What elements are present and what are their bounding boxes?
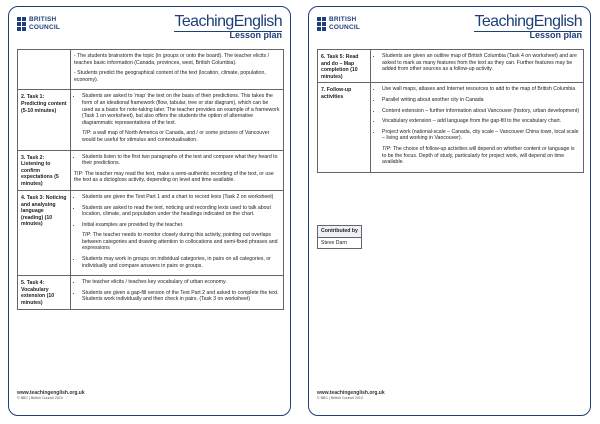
- list-item: • Students may work in groups on individual categories, in pairs on all categories, or individually and compare answers in pairs or groups.: [82, 256, 280, 269]
- lesson-stages-table: [317, 49, 584, 173]
- list-item: • Initial examples are provided by the teacher.: [82, 222, 280, 229]
- teaching-english-logo: [174, 13, 282, 39]
- lesson-plan-label: Lesson plan: [229, 30, 282, 40]
- list-item: • Students are given the Text Part 1 and a chart to record lexis (Task 2 on worksheet): [82, 194, 280, 201]
- lesson-plan-page-left: [8, 6, 291, 416]
- list-item: • Students are asked to read the text, noticing and recording lexis used to talk about location, climate, and population under the headings indicated on the chart.: [82, 205, 280, 218]
- teaching-english-title: TeachingEnglish: [474, 13, 582, 30]
- footer-url: www.teachingenglish.org.uk: [317, 390, 385, 396]
- table-row: [318, 237, 362, 249]
- table-row: [318, 83, 584, 172]
- british-council-logo: BRITISH COUNCIL: [317, 16, 360, 31]
- page-header: [17, 11, 284, 49]
- contributed-by-heading: Contributed by: [318, 226, 362, 238]
- table-row: [18, 150, 284, 190]
- stage-label: 7. Follow-up activities: [318, 83, 371, 172]
- british-council-dots-icon: [317, 17, 326, 31]
- list-item: • Vocabulary extension – add language from the gap-fill to the vocabulary chart.: [382, 118, 580, 125]
- page-header: [317, 11, 584, 49]
- teaching-english-title: TeachingEnglish: [174, 13, 282, 30]
- stage-label: 3. Task 2: Listening to confirm expectations (5 minutes): [18, 150, 71, 190]
- table-row: [18, 276, 284, 310]
- table-row: [318, 226, 362, 238]
- page-footer: [17, 390, 284, 401]
- list-item: • Use wall maps, atlases and Internet resources to add to the map of British Columbia: [382, 86, 580, 93]
- list-item: • Students are given a gap-fill version of the Text Part 2 and asked to complete the text. Students work individually and then check in pairs. (Task 3 on worksheet): [82, 290, 280, 303]
- list-item: • Students are asked to ‘map’ the text on the basis of their predictions. This takes the form of an ideational framework (flow, tabular, tree or star diagram), which can be used as a basis for note-taking later. The teacher provides an example of a framework (Task 1 on worksheet), but also offers the students the option of alternative diagrammatic representations of the text.: [82, 93, 280, 126]
- tip-note: TIP: a wall map of North America or Canada, and / or some pictures of Vancouver would be useful for stimulus and contextualisation.: [82, 130, 270, 143]
- lesson-plan-page-right: [308, 6, 591, 416]
- tip-note: TIP: The teacher may read the text, make a semi-authentic recording of the text, or use the text as a dictogloss activity, depending on level and time available.: [74, 170, 274, 184]
- footer-copyright: © BBC | British Council 2010: [17, 396, 63, 400]
- list-item: - The students brainstorm the topic (in groups or onto the board). The teacher elicits / teaches basic information (Canada, provinces, west, British Columbia).: [74, 53, 280, 66]
- contributor-table: [317, 225, 362, 249]
- stage-label: 2. Task 1: Predicting content (5-10 minutes): [18, 90, 71, 150]
- british-council-dots-icon: [17, 17, 26, 31]
- table-row: [18, 50, 284, 90]
- page-footer: [317, 390, 584, 401]
- british-council-logo: BRITISH COUNCIL: [17, 16, 60, 31]
- table-row: [318, 50, 584, 83]
- list-item: • Students are given an outline map of British Columbia (Task 4 on worksheet) and are asked to mark as many features from the text as they can. Further features may be added from other sources as a follow-up activity.: [382, 53, 580, 73]
- list-item: • Parallel writing about another city in Canada: [382, 97, 580, 104]
- stage-label: 5. Task 4: Vocabulary extension (10 minutes): [18, 276, 71, 310]
- footer-copyright: © BBC | British Council 2010: [317, 396, 363, 400]
- stage-label: 4. Task 3: Noticing and analysing language (reading) (10 minutes): [18, 190, 71, 275]
- footer-url: www.teachingenglish.org.uk: [17, 390, 85, 396]
- list-item: • The teacher elicits / teaches key vocabulary of urban economy.: [82, 279, 280, 286]
- table-row: [18, 190, 284, 275]
- list-item: • Project work (national-scale – Canada, city scale – Vancouver China town, local scale – living and working in Vancouver).: [382, 129, 580, 142]
- contributor-name: Steve Darn: [318, 237, 362, 249]
- stage-label: 6. Task 5: Read and do – Map completion (10 minutes): [318, 50, 371, 83]
- lesson-stages-table: [17, 49, 284, 310]
- table-row: [18, 90, 284, 150]
- teaching-english-logo: [474, 13, 582, 39]
- tip-note: TIP: The choice of follow-up activities will depend on whether content or language is to be the focus. Depth of study, particularly for project work, will depend on time available.: [382, 145, 575, 166]
- lesson-plan-label: Lesson plan: [529, 30, 582, 40]
- list-item: • Students listen to the first two paragraphs of the text and compare what they heard to their predictions.: [82, 154, 280, 167]
- list-item: - Students predict the geographical content of the text (location, climate, population, economy).: [74, 70, 280, 83]
- list-item: • Content extension – further information about Vancouver (history, urban development): [382, 108, 580, 115]
- tip-note: TIP: The teacher needs to monitor closely during this activity, pointing out overlaps between categories and drawing attention to collocations and semi-fixed phrases and expressions: [82, 232, 278, 252]
